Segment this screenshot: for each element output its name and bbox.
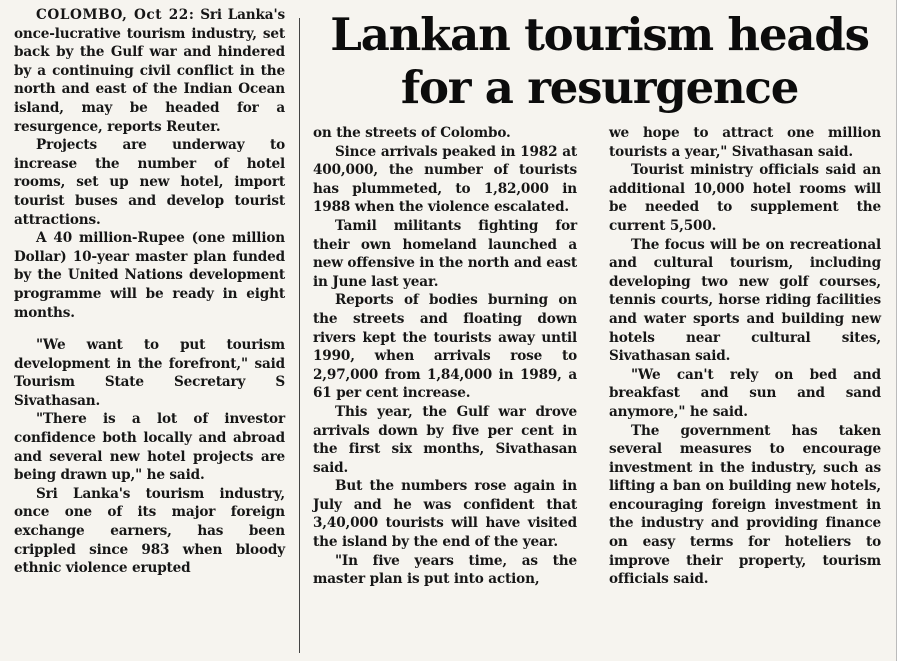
paragraph: The government has taken several measures to encourage investment in the industry, such as lifting a ban on building new hotels, encouraging foreign investment in the industry and providing finance on easy terms for hoteliers to improve their property, tourism officials said. — [609, 422, 881, 588]
paragraph: Reports of bodies burning on the streets and floating down rivers kept the tourists away until 1990, when arrivals rose to 2,97,000 from 1,84,000 in 1989, a 61 per cent increase. — [313, 292, 577, 402]
paragraph: Tourist ministry officials said an additional 10,000 hotel rooms will be needed to supplement the current 5,500. — [609, 162, 881, 234]
quote-paragraph: "We want to put tourism development in the forefront," said Tourism State Secretary S Sivathasan. — [14, 337, 285, 409]
lead-text: Sri Lanka's once-lucrative tourism industry, set back by the Gulf war and hindered by a continuing civil conflict in the north and east of the Indian Ocean island, may be headed for a resurgence, reports Reuter. — [14, 7, 285, 135]
headline-line-1: Lankan tourism heads — [330, 8, 869, 61]
paragraph: Sri Lanka's tourism industry, once one of its major foreign exchange earners, has been crippled since 983 when bloody ethnic violence erupted — [14, 485, 285, 577]
column-divider — [299, 18, 300, 653]
paragraph: "We can't rely on bed and breakfast and sun and sand anymore," he said. — [609, 366, 881, 420]
paragraph: on the streets of Colombo. — [313, 125, 511, 141]
paragraph: Tamil militants fighting for their own homeland launched a new offensive in the north and east in June last year. — [313, 217, 577, 290]
quote-paragraph: "There is a lot of investor confidence both locally and abroad and several new hotel projects are being drawn up," he said. — [14, 411, 285, 484]
lead-paragraph — [14, 6, 285, 136]
article-column-1 — [14, 6, 285, 578]
paragraph: we hope to attract one million tourists a year," Sivathasan said. — [609, 125, 881, 160]
paragraph: A 40 million-Rupee (one million Dollar) 10-year master plan funded by the United Nations development programme will be ready in eight months. — [14, 230, 285, 321]
paragraph: The focus will be on recreational and cultural tourism, including developing two new golf courses, tennis courts, horse riding facilities and water sports and building new hotels near cultural sites, Sivathasan said. — [609, 236, 881, 365]
headline — [302, 8, 897, 114]
paragraph: "In five years time, as the master plan is put into action, — [313, 552, 577, 588]
paragraph: Projects are underway to increase the number of hotel rooms, set up new hotel, import tourist buses and develop tourist attractions. — [14, 137, 285, 228]
paragraph: But the numbers rose again in July and he was confident that 3,40,000 tourists will have visited the island by the end of the year. — [313, 478, 577, 551]
article-column-3 — [609, 124, 881, 589]
dateline: COLOMBO, Oct 22: — [36, 7, 195, 23]
paragraph: Since arrivals peaked in 1982 at 400,000, the number of tourists has plummeted, to 1,82,000 in 1988 when the violence escalated. — [313, 143, 577, 216]
article-column-2 — [313, 124, 577, 589]
paragraph: This year, the Gulf war drove arrivals down by five per cent in the first six months, Sivathasan said. — [313, 403, 577, 476]
headline-line-2: for a resurgence — [400, 61, 799, 114]
